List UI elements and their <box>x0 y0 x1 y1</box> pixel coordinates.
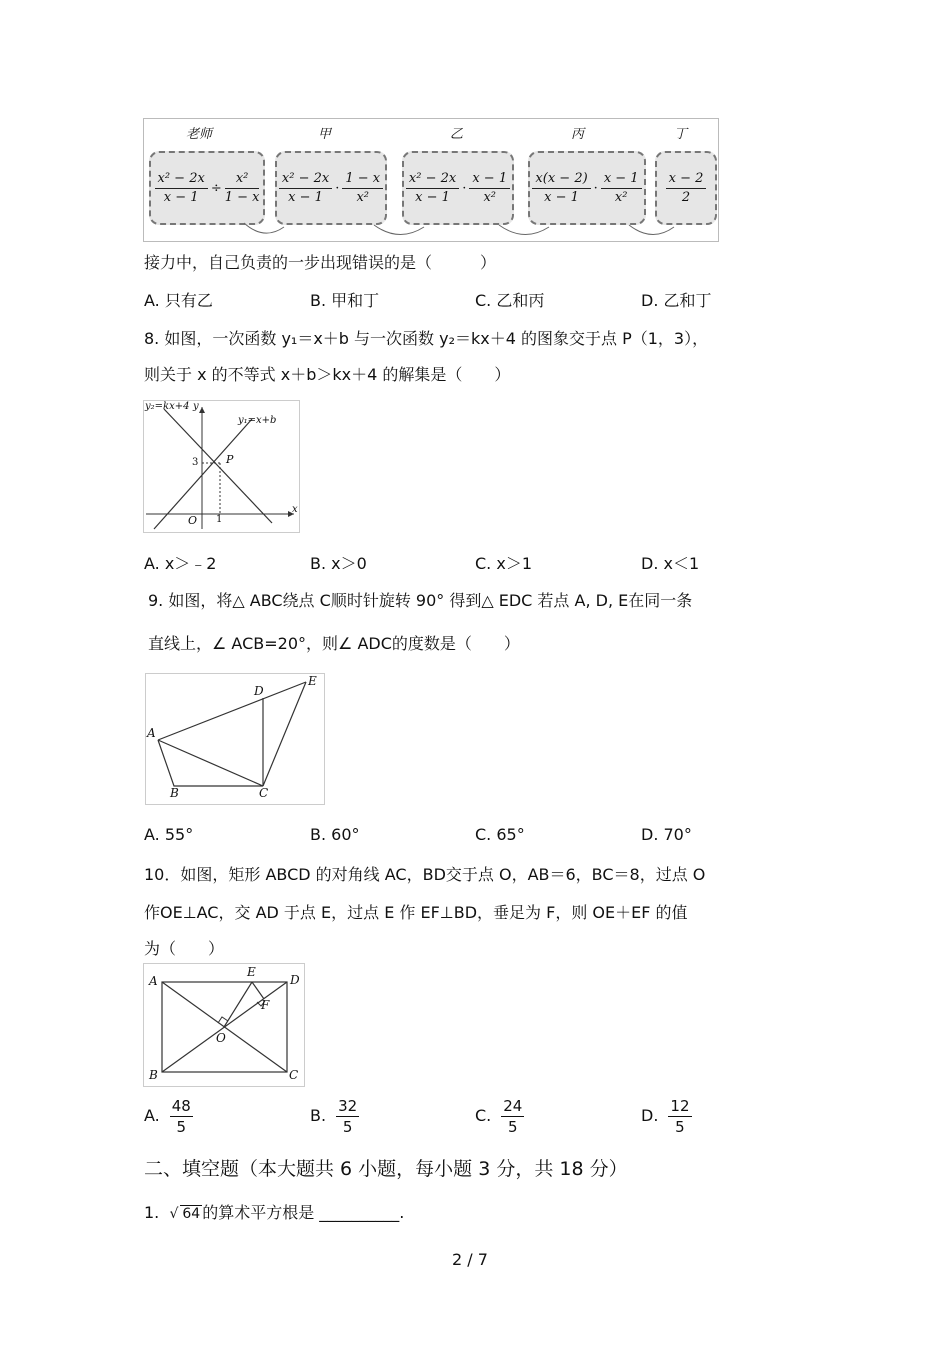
q9-option-d: D. 70° <box>641 825 692 844</box>
q8-y-tick-3: 3 <box>192 457 199 468</box>
q10-label-e: E <box>247 965 256 979</box>
relay-step-yi: x² − 2x x − 1 · x − 1 x² <box>402 151 514 225</box>
q8-x-tick-1: 1 <box>216 514 223 525</box>
relay-label-bing: 丙 <box>571 127 585 142</box>
q9-label-b: B <box>170 786 179 800</box>
q8-origin: O <box>188 514 198 527</box>
relay-label-jia: 甲 <box>318 127 332 142</box>
q8-option-d: D. x＜1 <box>641 554 700 573</box>
q8-stem-line1: 8. 如图，一次函数 y₁＝x＋b 与一次函数 y₂＝kx＋4 的图象交于点 P（1，3）， <box>144 329 709 348</box>
q10-label-c: C <box>289 1068 299 1082</box>
q9-triangles <box>146 674 324 804</box>
q8-option-b: B. x＞0 <box>310 554 367 573</box>
q10-option-c: C. $\frac{24}{5}$ <box>475 1097 523 1136</box>
q8-y-axis-label: y <box>193 401 199 412</box>
q8-y1-label: y₁=x+b <box>238 415 277 426</box>
q9-option-b: B. 60° <box>310 825 360 844</box>
q7-stem: 接力中，自己负责的一步出现错误的是（ ） <box>144 253 497 272</box>
q7-option-d: D. 乙和丁 <box>641 291 712 310</box>
relay-arrows <box>144 119 718 241</box>
page-number: 2 / 7 <box>452 1250 488 1269</box>
relay-step-bing: x(x − 2) x − 1 · x − 1 x² <box>528 151 646 225</box>
q10-stem-line2: 作OE⊥AC，交 AD 于点 E，过点 E 作 EF⊥BD，垂足为 F，则 OE＋EF 的值 <box>144 903 688 922</box>
q10-rectangle <box>144 964 304 1086</box>
q9-label-c: C <box>259 786 269 800</box>
q9-option-a: A. 55° <box>144 825 194 844</box>
q8-stem-line2: 则关于 x 的不等式 x＋b＞kx＋4 的解集是（ ） <box>144 365 511 384</box>
q7-option-c: C. 乙和丙 <box>475 291 545 310</box>
q8-option-a: A. x＞﹣2 <box>144 554 217 573</box>
q10-option-d: D. $\frac{12}{5}$ <box>641 1097 690 1136</box>
q8-option-c: C. x＞1 <box>475 554 532 573</box>
q1-radicand: 64 <box>182 1206 201 1222</box>
section2-title: 二、填空题（本大题共 6 小题，每小题 3 分，共 18 分） <box>144 1158 628 1180</box>
relay-label-yi: 乙 <box>450 127 464 142</box>
relay-step-jia: x² − 2x x − 1 · 1 − x x² <box>275 151 387 225</box>
q9-label-a: A <box>147 726 156 740</box>
q7-option-b: B. 甲和丁 <box>310 291 380 310</box>
q9-label-d: D <box>254 684 264 698</box>
q10-stem-line3: 为（ ） <box>144 939 225 958</box>
relay-label-teacher: 老师 <box>186 127 213 142</box>
fill-q1: 1. √ 64 的算术平方根是 __________. <box>144 1203 405 1222</box>
q10-option-a: A. $\frac{48}{5}$ <box>144 1097 191 1136</box>
q10-label-o: O <box>216 1031 226 1045</box>
q8-figure <box>143 400 300 533</box>
q9-stem-line2: 直线上，∠ ACB=20°，则∠ ADC的度数是（ ） <box>148 634 520 653</box>
q8-x-axis-label: x <box>292 504 298 515</box>
q8-y2-label: y₂=kx+4 <box>145 401 190 412</box>
relay-step-ding: x − 2 2 <box>655 151 717 225</box>
q9-stem-line1: 9. 如图，将△ ABC绕点 C顺时针旋转 90° 得到△ EDC 若点 A, D, E在同一条 <box>148 591 693 610</box>
q7-option-a: A. 只有乙 <box>144 291 213 310</box>
q10-label-f: F <box>261 998 270 1012</box>
q10-figure <box>143 963 305 1087</box>
relay-label-ding: 丁 <box>674 127 688 142</box>
relay-figure <box>143 118 719 242</box>
q10-stem-line1: 10．如图，矩形 ABCD 的对角线 AC，BD交于点 O，AB＝6，BC＝8，过点 O <box>144 865 706 884</box>
q9-option-c: C. 65° <box>475 825 525 844</box>
q10-label-b: B <box>149 1068 158 1082</box>
q8-point-p: P <box>226 453 234 466</box>
q10-option-b: B. $\frac{32}{5}$ <box>310 1097 358 1136</box>
q9-figure <box>145 673 325 805</box>
relay-step-teacher: $\frac{\text{x² − 2x}}{x - 1}$ ÷ $\frac{\text{x²}}{1 - x}$ <box>149 151 265 225</box>
q10-label-a: A <box>149 974 158 988</box>
q9-label-e: E <box>308 674 317 688</box>
q10-label-d: D <box>290 973 300 987</box>
